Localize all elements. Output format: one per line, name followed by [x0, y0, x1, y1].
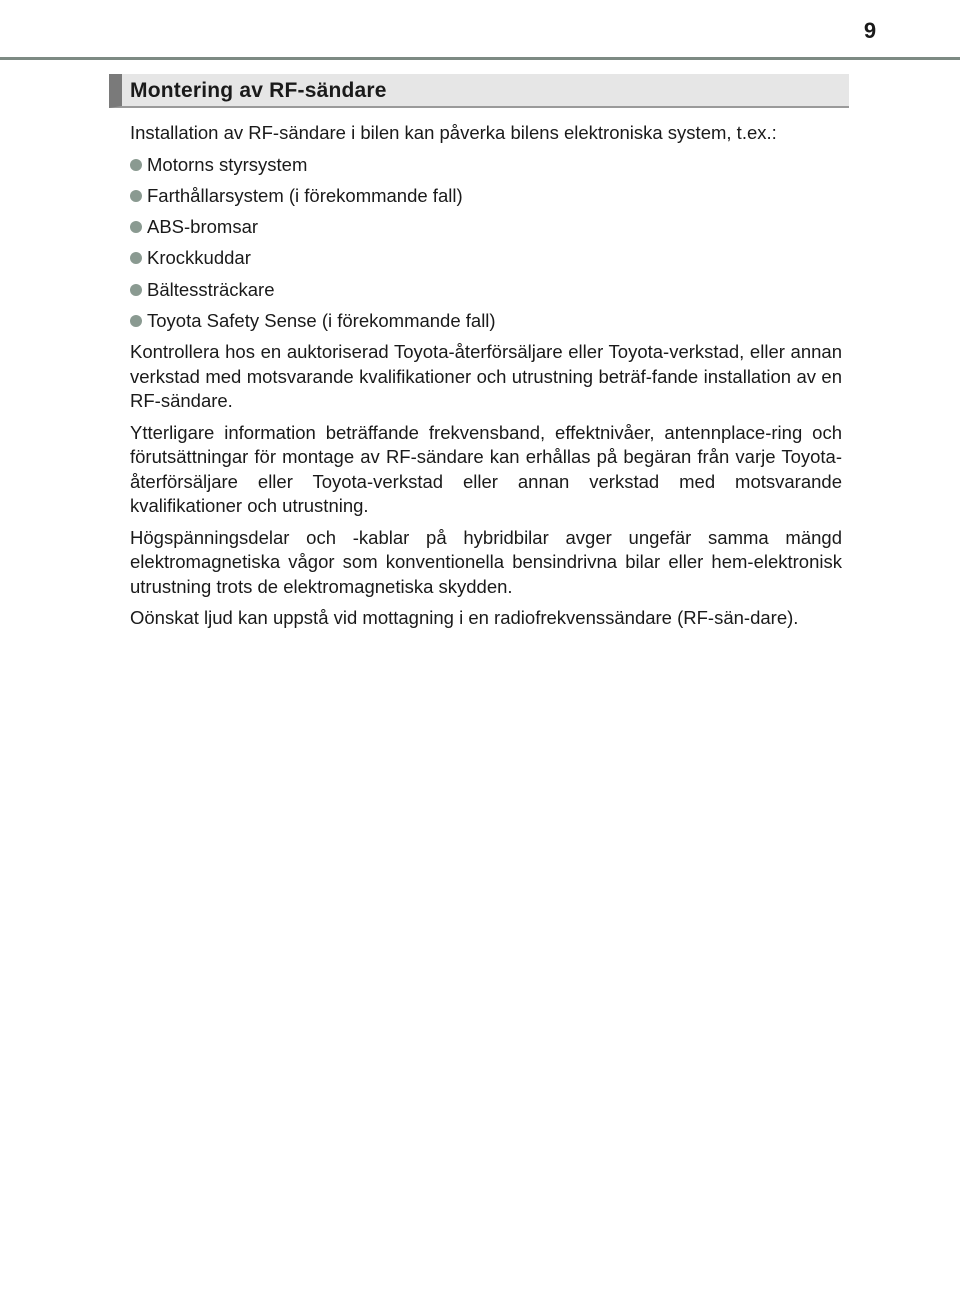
list-item — [130, 309, 842, 334]
list-item — [130, 184, 842, 209]
list-item-text: Bältessträckare — [147, 278, 275, 300]
bullet-dot-icon — [130, 190, 142, 202]
page-number: 9 — [863, 18, 877, 43]
list-item-text: Motorns styrsystem — [147, 153, 308, 175]
bullet-dot-icon — [130, 221, 142, 233]
high-voltage-paragraph: Högspänningsdelar och -kablar på hybridbilar avger ungefär samma mängd elektromagnetiska vågor som konventionella bensindrivna bilar eller hem-elektronisk utrustning trots de elektromagnetiska skydden. — [130, 526, 842, 597]
frequency-info-paragraph: Ytterligare information beträffande frekvensband, effektnivåer, antennplace-ring och förutsättningar för montage av RF-sändare kan erhållas på begäran från varje Toyota-återförsäljare eller Toyota-verkstad eller annan verkstad med motsvarande kvalifikationer och utrustning. — [130, 421, 842, 517]
list-item-text: Farthållarsystem (i förekommande fall) — [147, 184, 463, 206]
intro-paragraph: Installation av RF-sändare i bilen kan påverka bilens elektroniska system, t.ex.: — [130, 122, 777, 143]
top-rule — [0, 57, 960, 60]
list-item — [130, 246, 842, 271]
list-item-text: Toyota Safety Sense (i förekommande fall) — [147, 309, 496, 331]
dealer-check-paragraph: Kontrollera hos en auktoriserad Toyota-återförsäljare eller Toyota-verkstad, eller annan verkstad med motsvarande kvalifikationer och utrustning beträf-fande installation av en RF-sändare. — [130, 341, 842, 412]
list-item-text: ABS-bromsar — [147, 216, 259, 238]
list-item — [130, 278, 842, 303]
bullet-dot-icon — [130, 252, 142, 264]
main-content — [130, 121, 842, 638]
noise-paragraph: Oönskat ljud kan uppstå vid mottagning i en radiofrekvenssändare (RF-sän-dare). — [130, 607, 799, 629]
bullet-dot-icon — [130, 315, 142, 327]
bullet-list — [130, 153, 842, 334]
list-item-text: Krockkuddar — [147, 247, 251, 269]
bullet-dot-icon — [130, 284, 142, 296]
section-header — [109, 74, 849, 108]
list-item — [130, 153, 842, 178]
bullet-dot-icon — [130, 159, 142, 171]
list-item — [130, 215, 842, 240]
section-title: Montering av RF-sändare — [130, 79, 387, 102]
